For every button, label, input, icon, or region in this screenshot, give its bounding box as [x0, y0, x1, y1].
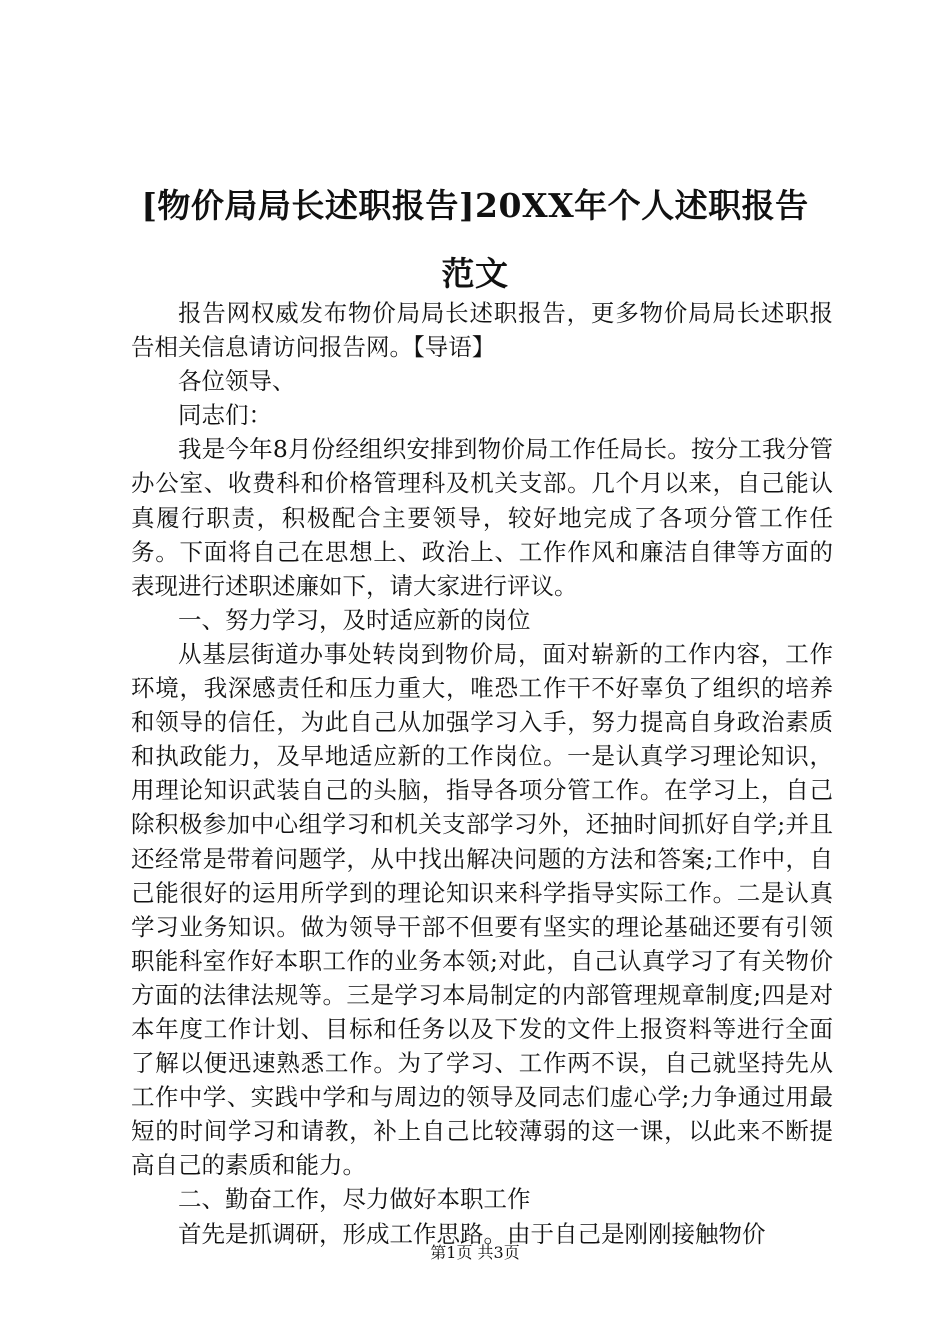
title-line-2: 范文 — [441, 254, 509, 293]
paragraph-section-2: 首先是抓调研，形成工作思路。由于自己是刚刚接触物价 — [178, 1219, 766, 1248]
paragraph-intro: 报告网权威发布物价局局长述职报告，更多物价局局长述职报告相关信息请访问报告网。【导语】 — [131, 299, 833, 362]
document-body — [131, 296, 833, 1251]
section-heading-2: 二、勤奋工作，尽力做好本职工作 — [178, 1185, 531, 1214]
document-title — [100, 172, 850, 308]
paragraph-salutation-2: 同志们： — [178, 401, 272, 430]
page-number-footer: 第1页 共3页 — [430, 1243, 520, 1262]
paragraph-section-1: 从基层街道办事处转岗到物价局，面对崭新的工作内容，工作环境，我深感责任和压力重大，唯恐工作干不好辜负了组织的培养和领导的信任，为此自己从加强学习入手，努力提高自身政治素质和执政能力，及早地适应新的工作岗位。一是认真学习理论知识，用理论知识武装自己的头脑，指导各项分管工作。在学习上，自己除积极参加中心组学习和机关支部学习外，还抽时间抓好自学;并且还经常是带着问题学，从中找出解决问题的方法和答案;工作中，自己能很好的运用所学到的理论知识来科学指导实际工作。二是认真学习业务知识。做为领导干部不但要有坚实的理论基础还要有引领职能科室作好本职工作的业务本领;对此，自己认真学习了有关物价方面的法律法规等。三是学习本局制定的内部管理规章制度;四是对本年度工作计划、目标和任务以及下发的文件上报资料等进行全面了解以便迅速熟悉工作。为了学习、工作两不误，自己就坚持先从工作中学、实践中学和与周边的领导及同志们虚心学;力争通过用最短的时间学习和请教，补上自己比较薄弱的这一课，以此来不断提高自己的素质和能力。 — [131, 639, 833, 1180]
paragraph-opening: 我是今年8月份经组织安排到物价局工作任局长。按分工我分管办公室、收费科和价格管理科及机关支部。几个月以来，自己能认真履行职责，积极配合主要领导，较好地完成了各项分管工作任务。下面将自己在思想上、政治上、工作作风和廉洁自律等方面的表现进行述职述廉如下，请大家进行评议。 — [131, 435, 833, 600]
section-heading-1: 一、努力学习，及时适应新的岗位 — [178, 605, 531, 634]
title-line-1: [物价局局长述职报告]20XX年个人述职报告 — [141, 186, 809, 225]
paragraph-salutation-1: 各位领导、 — [178, 367, 296, 396]
